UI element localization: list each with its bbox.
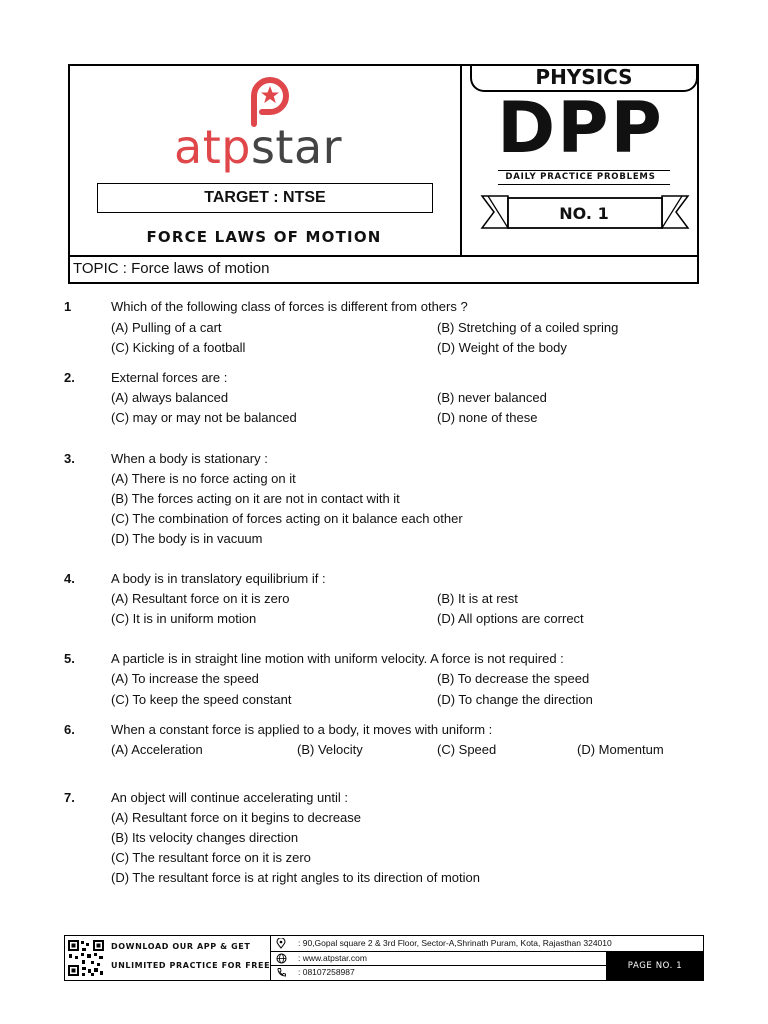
option-c: (C) It is in uniform motion — [111, 611, 257, 626]
topic-value: Force laws of motion — [131, 260, 270, 277]
option-c: (C) Kicking of a football — [111, 340, 246, 355]
footer-address: : 90,Gopal square 2 & 3rd Floor, Sector-A,Shrinath Puram, Kota, Rajasthan 324010 — [298, 938, 612, 948]
option-d: (D) The resultant force is at right angles to its direction of motion — [111, 870, 480, 885]
divider — [498, 184, 670, 185]
footer-divider — [270, 935, 271, 981]
option-b: (B) Velocity — [297, 742, 363, 757]
question-text: An object will continue accelerating until : — [111, 790, 349, 805]
logo-text-b: star — [250, 120, 343, 174]
option-c: (C) The combination of forces acting on it balance each other — [111, 511, 463, 526]
phone-icon — [276, 967, 287, 980]
option-d: (D) The body is in vacuum — [111, 531, 263, 546]
option-d: (D) none of these — [437, 410, 538, 425]
option-b: (B) Stretching of a coiled spring — [437, 320, 619, 335]
option-b: (B) Its velocity changes direction — [111, 830, 299, 845]
question-text: Which of the following class of forces is different from others ? — [111, 299, 468, 314]
option-a: (A) Pulling of a cart — [111, 320, 222, 335]
option-b: (B) never balanced — [437, 390, 547, 405]
option-a: (A) Resultant force on it is zero — [111, 591, 290, 606]
option-a: (A) To increase the speed — [111, 671, 259, 686]
location-icon — [276, 938, 286, 951]
question-number: 2. — [64, 370, 75, 385]
globe-icon — [276, 953, 287, 966]
download-text-line2: UNLIMITED PRACTICE FOR FREE — [111, 961, 271, 970]
question-number: 3. — [64, 451, 75, 466]
option-c: (C) The resultant force on it is zero — [111, 850, 311, 865]
dpp-number: NO. 1 — [559, 204, 609, 223]
question-text: When a body is stationary : — [111, 451, 268, 466]
option-b: (B) It is at rest — [437, 591, 518, 606]
dpp-subtitle: DAILY PRACTICE PROBLEMS — [505, 172, 656, 182]
question-number: 6. — [64, 722, 75, 737]
subject-tab: PHYSICS — [470, 64, 698, 92]
question-number: 5. — [64, 651, 75, 666]
question-text: External forces are : — [111, 370, 228, 385]
page-number-badge: PAGE NO. 1 — [606, 952, 704, 981]
target-label: TARGET : NTSE — [97, 183, 433, 213]
footer-website[interactable]: : www.atpstar.com — [298, 953, 367, 963]
option-c: (C) To keep the speed constant — [111, 692, 292, 707]
question-text: A particle is in straight line motion with uniform velocity. A force is not required : — [111, 651, 564, 666]
dpp-title: DPP — [497, 87, 664, 169]
divider — [498, 170, 670, 171]
option-c: (C) Speed — [437, 742, 497, 757]
option-a: (A) There is no force acting on it — [111, 471, 296, 486]
option-d: (D) All options are correct — [437, 611, 584, 626]
header-divider — [68, 255, 699, 257]
chapter-title: FORCE LAWS OF MOTION — [146, 228, 382, 246]
footer-divider — [270, 965, 606, 966]
option-a: (A) Resultant force on it begins to decrease — [111, 810, 362, 825]
logo-wordmark — [174, 120, 342, 174]
download-text-line1: DOWNLOAD OUR APP & GET — [111, 942, 251, 951]
option-c: (C) may or may not be balanced — [111, 410, 297, 425]
question-number: 7. — [64, 790, 75, 805]
option-d: (D) To change the direction — [437, 692, 593, 707]
option-a: (A) Acceleration — [111, 742, 203, 757]
question-text: When a constant force is applied to a body, it moves with uniform : — [111, 722, 493, 737]
option-d: (D) Momentum — [577, 742, 664, 757]
option-d: (D) Weight of the body — [437, 340, 567, 355]
logo-text-a: atp — [174, 120, 251, 174]
option-b: (B) To decrease the speed — [437, 671, 590, 686]
option-b: (B) The forces acting on it are not in contact with it — [111, 491, 400, 506]
topic-label: TOPIC : — [73, 260, 127, 277]
topic-row — [73, 260, 269, 277]
question-number: 1 — [64, 299, 72, 314]
qr-code-icon[interactable] — [67, 939, 105, 977]
question-text: A body is in translatory equilibrium if : — [111, 571, 326, 586]
question-number: 4. — [64, 571, 75, 586]
footer-phone: : 08107258987 — [298, 967, 355, 977]
option-a: (A) always balanced — [111, 390, 229, 405]
